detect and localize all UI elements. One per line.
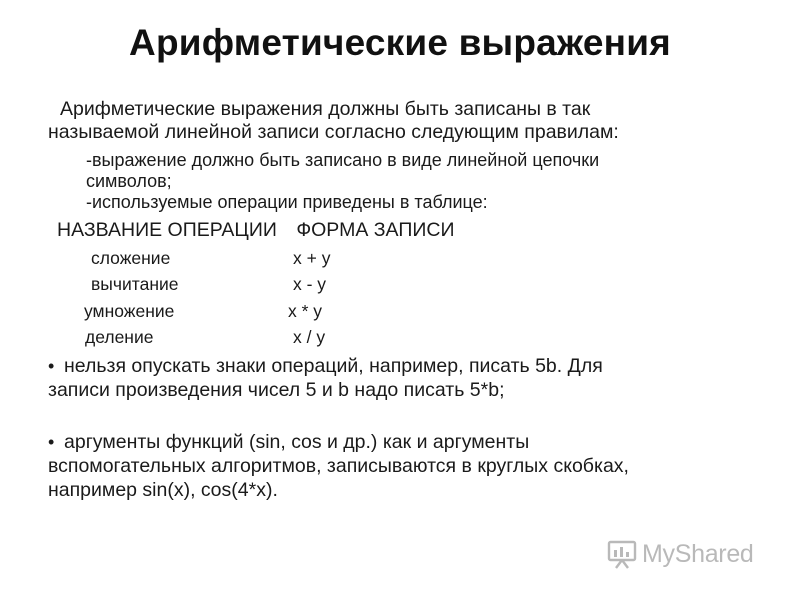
operation-name: вычитание xyxy=(91,274,179,294)
table-row xyxy=(85,327,385,349)
rule-1-line-1: -выражение должно быть записано в виде линейной цепочки xyxy=(86,150,600,170)
bullet-function-arguments xyxy=(48,430,758,502)
operation-form: x * y xyxy=(288,301,323,321)
bullet-1-line-1: нельзя опускать знаки операций, например, писать 5b. Для xyxy=(64,355,603,377)
myshared-watermark xyxy=(606,536,754,572)
operation-name: сложение xyxy=(91,248,171,268)
table-row xyxy=(84,301,384,323)
header-notation-form: ФОРМА ЗАПИСИ xyxy=(296,219,455,241)
operation-name: умножение xyxy=(84,301,175,321)
bullet-2-line-2: вспомогательных алгоритмов, записываются в круглых скобках, xyxy=(48,455,629,477)
intro-paragraph xyxy=(48,98,748,144)
slide-title: Арифметические выражения xyxy=(129,22,671,63)
rule-operations-table: -используемые операции приведены в таблице: xyxy=(86,192,488,212)
rule-linear-chain xyxy=(86,150,736,192)
table-row xyxy=(91,274,391,296)
bullet-marker: • xyxy=(48,356,55,376)
bullet-2-line-3: например sin(x), cos(4*x). xyxy=(48,479,278,501)
bullet-marker: • xyxy=(48,432,55,452)
bullet-1-line-2: записи произведения чисел 5 и b надо писать 5*b; xyxy=(48,379,505,401)
bullet-no-omit-operators xyxy=(48,354,758,402)
presentation-board-icon xyxy=(606,538,638,570)
intro-line-2: называемой линейной записи согласно следующим правилам: xyxy=(48,121,619,143)
operation-form: x / y xyxy=(293,327,326,347)
watermark-text: MyShared xyxy=(642,539,754,568)
rule-1-line-2: символов; xyxy=(86,171,172,191)
intro-line-1: Арифметические выражения должны быть записаны в так xyxy=(60,98,591,120)
table-row xyxy=(91,248,391,270)
header-operation-name: НАЗВАНИЕ ОПЕРАЦИИ xyxy=(57,219,277,241)
operation-name: деление xyxy=(85,327,154,347)
operation-form: x + y xyxy=(293,248,331,268)
operations-table-header xyxy=(57,219,454,242)
bullet-2-line-1: аргументы функций (sin, cos и др.) как и аргументы xyxy=(64,431,530,453)
operation-form: x - y xyxy=(293,274,327,294)
